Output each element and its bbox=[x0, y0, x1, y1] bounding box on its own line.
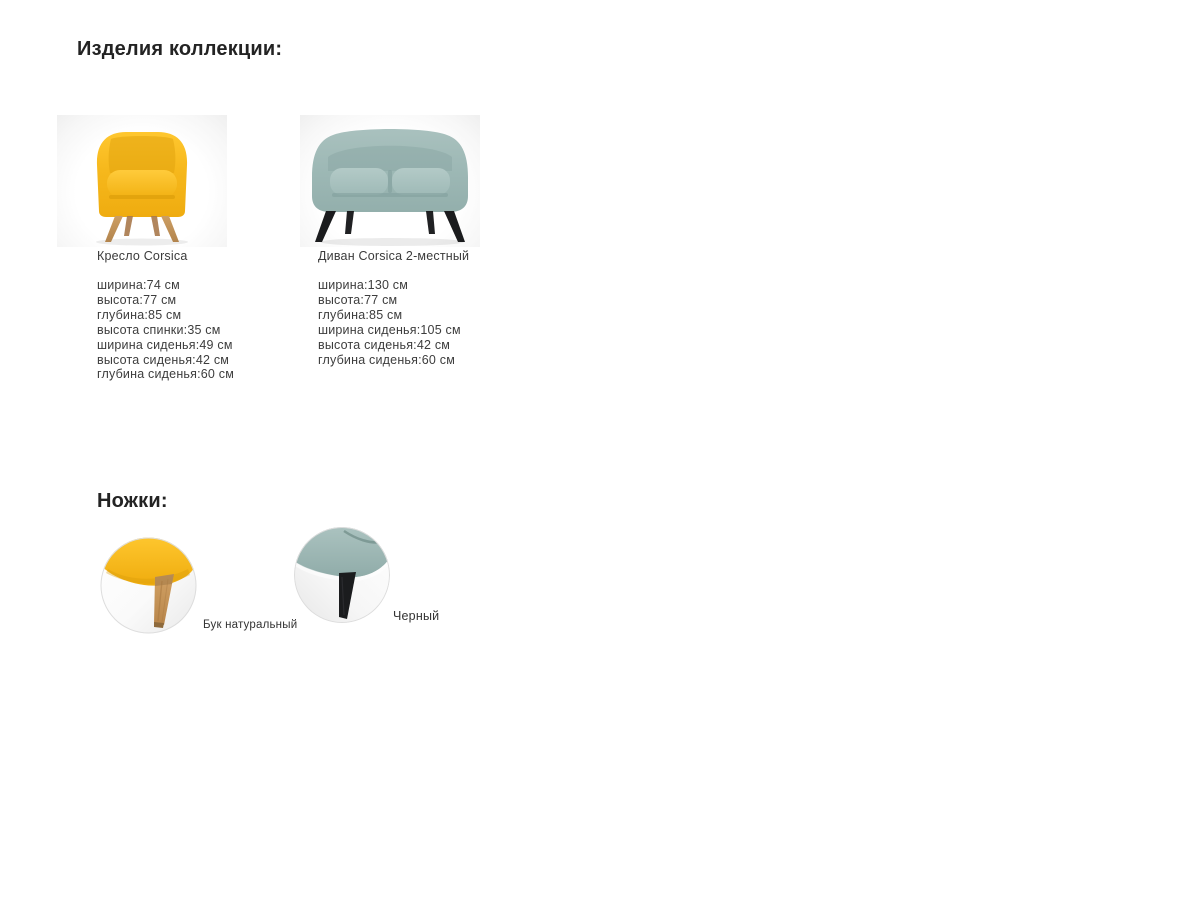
armchair-illustration bbox=[57, 115, 227, 247]
leg-option-beech-label: Бук натуральный bbox=[203, 619, 298, 631]
spec-line: глубина:85 см bbox=[97, 307, 182, 322]
spec-line: ширина:130 см bbox=[318, 278, 409, 292]
sofa-illustration bbox=[300, 115, 480, 247]
sofa-front-left-leg bbox=[315, 211, 336, 242]
leg-option-black-swatch[interactable] bbox=[294, 527, 390, 623]
spec-line: ширина сиденья:105 см bbox=[318, 322, 461, 337]
leg-option-beech-swatch[interactable] bbox=[100, 537, 197, 634]
beech-leg-photo bbox=[100, 537, 197, 634]
spec-line: глубина сиденья:60 см bbox=[318, 352, 455, 367]
spec-line: ширина:74 см bbox=[97, 278, 180, 292]
sofa-front-right-leg bbox=[444, 211, 465, 242]
armchair-specs-list bbox=[97, 278, 234, 382]
spec-line: высота сиденья:42 см bbox=[97, 352, 230, 367]
collection-heading: Изделия коллекции: bbox=[77, 38, 283, 60]
spec-line: ширина сиденья:49 см bbox=[97, 337, 233, 352]
product-title-armchair[interactable]: Кресло Corsica bbox=[97, 249, 188, 263]
black-leg-photo bbox=[294, 527, 390, 623]
spec-line: глубина сиденья:60 см bbox=[97, 367, 234, 382]
spec-line: высота:77 см bbox=[97, 292, 177, 307]
armchair-product-image[interactable] bbox=[57, 115, 227, 247]
spec-line: высота сиденья:42 см bbox=[318, 337, 451, 352]
sofa-specs-list bbox=[318, 278, 461, 367]
legs-heading: Ножки: bbox=[97, 490, 168, 512]
spec-line: высота:77 см bbox=[318, 292, 398, 307]
leg-option-black-label: Черный bbox=[393, 609, 440, 623]
sofa-product-image[interactable] bbox=[300, 115, 480, 247]
product-title-sofa[interactable]: Диван Corsica 2-местный bbox=[318, 249, 470, 263]
spec-line: высота спинки:35 см bbox=[97, 322, 221, 337]
spec-line: глубина:85 см bbox=[318, 307, 403, 322]
